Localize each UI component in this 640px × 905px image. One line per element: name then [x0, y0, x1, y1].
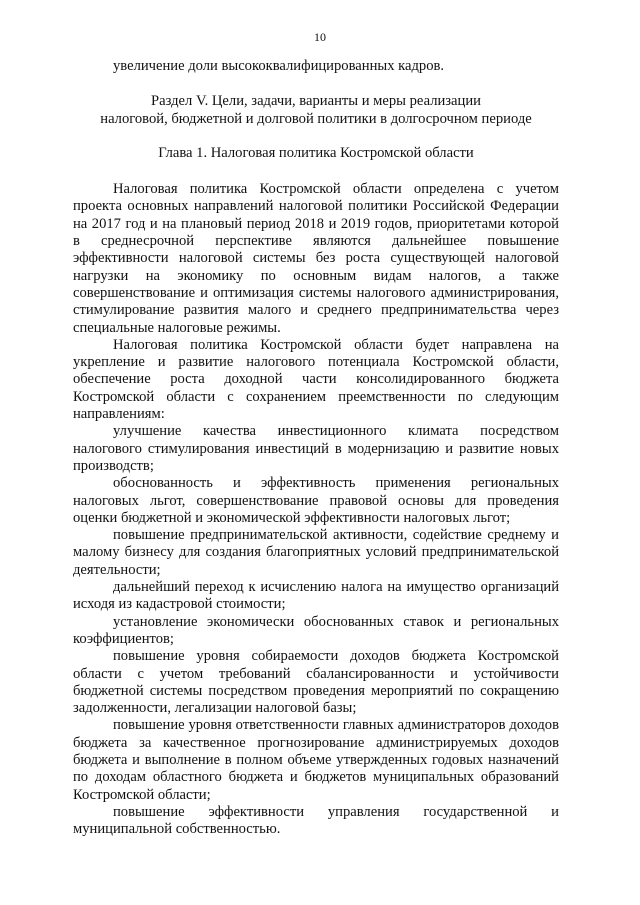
- paragraph: повышение уровня собираемости доходов бюджета Костромской области с учетом требований сбалансированности и устойчивости бюджетной системы посредством проведения мероприятий по сокращению задолженности, легализации налоговой базы;: [73, 648, 559, 717]
- section-heading-line-2: налоговой, бюджетной и долговой политики в долгосрочном периоде: [100, 110, 532, 127]
- paragraph: дальнейший переход к исчислению налога на имущество организаций исходя из кадастровой стоимости;: [73, 579, 559, 613]
- document-body: [73, 58, 559, 838]
- section-heading-line-1: Раздел V. Цели, задачи, варианты и меры реализации: [151, 93, 481, 110]
- paragraph: повышение уровня ответственности главных администраторов доходов бюджета за качественное прогнозирование администрируемых доходов бюджета и выполнение в полном объеме утвержденных годовых назначений по доходам областного бюджета и бюджетов муниципальных образований Костромской области;: [73, 717, 559, 803]
- paragraph: установление экономически обоснованных ставок и региональных коэффициентов;: [73, 613, 559, 647]
- paragraph: Налоговая политика Костромской области определена с учетом проекта основных направлений налоговой политики Российской Федерации на 2017 год и на плановый период 2018 и 2019 годов, приоритетами которой в среднесрочной перспективе являются дальнейшее повышение эффективности налоговой системы без роста существующей налоговой нагрузки на экономику по основным видам налогов, а также совершенствование и оптимизация системы налогового администрирования, стимулирование развития малого и среднего предпринимательства через специальные налоговые режимы.: [73, 181, 559, 336]
- paragraph: Налоговая политика Костромской области будет направлена на укрепление и развитие налогового потенциала Костромской области, обеспечение роста доходной части консолидированного бюджета Костромской области с сохранением преемственности по следующим направлениям:: [73, 336, 559, 423]
- chapter-heading: Глава 1. Налоговая политика Костромской области: [158, 144, 474, 161]
- intro-line: увеличение доли высококвалифицированных кадров.: [113, 58, 445, 74]
- paragraph: обоснованность и эффективность применения региональных налоговых льгот, совершенствование правовой основы для проведения оценки бюджетной и экономической эффективности налоговых льгот;: [73, 475, 559, 526]
- paragraph: повышение предпринимательской активности, содействие среднему и малому бизнесу для создания благоприятных условий предпринимательской деятельности;: [73, 527, 559, 578]
- page-number: 10: [314, 30, 326, 44]
- paragraph: улучшение качества инвестиционного климата посредством налогового стимулирования инвестиций в модернизацию и развитие новых производств;: [73, 423, 559, 474]
- paragraph: повышение эффективности управления государственной и муниципальной собственностью.: [73, 803, 559, 838]
- section-heading: [73, 93, 559, 128]
